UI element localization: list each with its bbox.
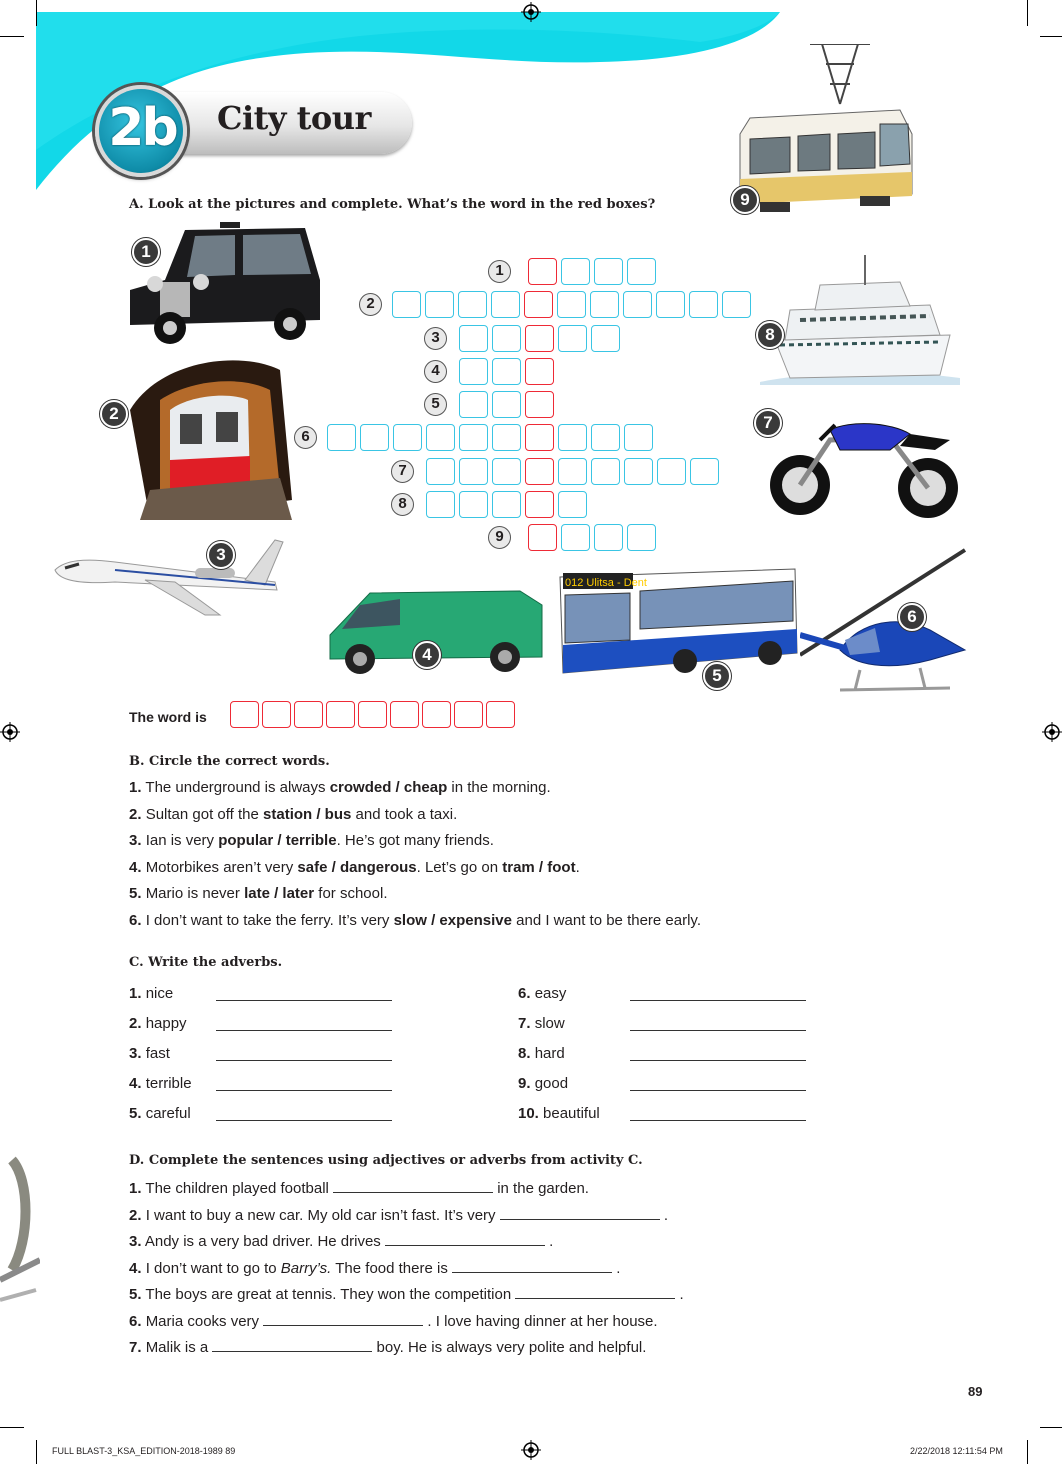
adverb-item	[518, 1045, 565, 1062]
crossword-cell[interactable]	[627, 258, 656, 285]
adverb-item	[129, 1045, 170, 1062]
sentence-text: .	[616, 1259, 621, 1277]
crossword-cell[interactable]	[360, 424, 389, 451]
adverb-item	[518, 1015, 565, 1032]
word-choice[interactable]: popular / terrible	[218, 832, 337, 849]
answer-blank[interactable]	[515, 1287, 675, 1299]
sentence-text: . He’s got many friends.	[336, 832, 494, 849]
picture-number-badge: 3	[207, 541, 235, 569]
sentence-text: . I love having dinner at her house.	[427, 1312, 658, 1330]
sentence-text: .	[679, 1286, 684, 1303]
page-number: 89	[968, 1384, 983, 1399]
crossword-red-cell[interactable]	[528, 258, 557, 285]
crossword-cell[interactable]	[558, 491, 587, 518]
sentence-text: careful	[145, 1105, 191, 1122]
crossword-cell[interactable]	[492, 325, 521, 352]
adverb-item	[129, 985, 173, 1002]
sentence-text: Andy is a very bad driver. He drives	[144, 1233, 381, 1250]
registration-mark-icon	[1042, 722, 1062, 742]
sentence-text: Barry’s.	[280, 1259, 332, 1277]
crossword-cell[interactable]	[557, 291, 586, 318]
sentence-text: Motorbikes aren’t very	[145, 858, 294, 876]
sentence-text: happy	[145, 1015, 187, 1032]
answer-letter-box[interactable]	[390, 701, 419, 728]
crossword-cell[interactable]	[492, 391, 521, 418]
activity-b-item	[129, 912, 701, 929]
crossword-clue-number: 4	[424, 360, 447, 383]
answer-blank[interactable]	[452, 1261, 612, 1273]
crossword-red-cell[interactable]	[525, 424, 554, 451]
picture-number-badge: 1	[132, 238, 160, 266]
crossword-cell[interactable]	[425, 291, 454, 318]
answer-line[interactable]	[216, 1090, 392, 1091]
crossword-cell[interactable]	[327, 424, 356, 451]
answer-line[interactable]	[630, 1090, 806, 1091]
crossword-clue-number: 8	[391, 493, 414, 516]
crossword-cell[interactable]	[426, 424, 455, 451]
crossword-cell[interactable]	[591, 424, 620, 451]
crossword-red-cell[interactable]	[525, 491, 554, 518]
sentence-text: The underground is always	[145, 779, 326, 796]
answer-blank[interactable]	[500, 1208, 660, 1220]
answer-line[interactable]	[630, 1000, 806, 1001]
sentence-text: I want to buy a new car. My old car isn’t fast. It’s very	[145, 1206, 496, 1224]
choice-text: 3.	[129, 1045, 142, 1062]
sentence-text: nice	[145, 985, 174, 1002]
crossword-cell[interactable]	[561, 524, 590, 551]
answer-letter-box[interactable]	[326, 701, 355, 728]
scan-edge-artifact	[0, 1140, 40, 1440]
crossword-cell[interactable]	[459, 358, 488, 385]
word-choice[interactable]: tram / foot	[502, 858, 576, 876]
crossword-cell[interactable]	[722, 291, 751, 318]
activity-d-item	[129, 1180, 589, 1197]
sentence-text: . Let’s go on	[416, 858, 499, 876]
picture-number-badge: 9	[731, 186, 759, 214]
adverb-item	[518, 985, 566, 1002]
choice-text: 5.	[129, 885, 142, 902]
crossword-clue-number: 7	[391, 460, 414, 483]
choice-text: 6.	[129, 911, 142, 929]
crossword-cell[interactable]	[558, 458, 587, 485]
adverb-item	[518, 1075, 568, 1092]
crossword-cell[interactable]	[591, 325, 620, 352]
choice-text: 2.	[129, 1206, 142, 1224]
crossword-cell[interactable]	[492, 358, 521, 385]
crossword-cell[interactable]	[591, 458, 620, 485]
adverb-item	[129, 1105, 191, 1122]
sentence-text: .	[549, 1233, 554, 1250]
choice-text: 1.	[129, 1180, 142, 1197]
crossword-cell[interactable]	[459, 391, 488, 418]
sentence-text: in the garden.	[497, 1180, 589, 1197]
sentence-text: Malik is a	[145, 1339, 209, 1356]
activity-c-instruction: C. Write the adverbs.	[129, 955, 283, 970]
activity-d-item	[129, 1286, 684, 1303]
bus-picture	[555, 565, 800, 680]
answer-blank[interactable]	[263, 1314, 423, 1326]
crop-mark	[1027, 1440, 1028, 1464]
activity-b-item	[129, 859, 580, 876]
answer-line[interactable]	[216, 1030, 392, 1031]
choice-text: 4.	[129, 1259, 142, 1277]
crossword-cell[interactable]	[689, 291, 718, 318]
picture-number-badge: 5	[703, 662, 731, 690]
sentence-text: and took a taxi.	[355, 805, 458, 823]
airplane-picture	[45, 530, 285, 620]
crossword-red-cell[interactable]	[525, 358, 554, 385]
adverb-item	[518, 1105, 600, 1122]
crossword-cell[interactable]	[561, 258, 590, 285]
sentence-text: and I want to be there early.	[516, 911, 701, 929]
activity-b-item	[129, 806, 457, 823]
answer-letter-box[interactable]	[486, 701, 515, 728]
sentence-text: for school.	[318, 885, 388, 902]
sentence-text: easy	[534, 985, 567, 1002]
answer-blank[interactable]	[333, 1181, 493, 1193]
choice-text: 2.	[129, 805, 142, 823]
picture-number-badge: 7	[754, 409, 782, 437]
activity-d-item	[129, 1339, 646, 1356]
sentence-text: boy. He is always very polite and helpful.	[376, 1339, 647, 1356]
ferry-picture	[760, 250, 960, 385]
crop-mark	[1027, 0, 1028, 26]
answer-letter-box[interactable]	[358, 701, 387, 728]
sentence-text: in the morning.	[451, 779, 551, 796]
crop-mark	[1040, 1427, 1062, 1428]
crossword-cell[interactable]	[558, 325, 587, 352]
word-choice[interactable]: station / bus	[263, 805, 352, 823]
sentence-text: Sultan got off the	[145, 805, 259, 823]
registration-mark-icon	[521, 2, 541, 22]
crossword-cell[interactable]	[492, 458, 521, 485]
crossword-cell[interactable]	[491, 291, 520, 318]
crossword-clue-number: 6	[294, 426, 317, 449]
crossword-cell[interactable]	[627, 524, 656, 551]
crossword-clue-number: 9	[488, 526, 511, 549]
crossword-cell[interactable]	[558, 424, 587, 451]
underground-train-picture	[120, 350, 292, 520]
crop-mark	[36, 0, 37, 26]
picture-number-badge: 6	[898, 603, 926, 631]
crossword-cell[interactable]	[492, 424, 521, 451]
picture-number-badge: 2	[100, 400, 128, 428]
word-choice[interactable]: late / later	[244, 885, 315, 902]
answer-letter-box[interactable]	[262, 701, 291, 728]
crossword-red-cell[interactable]	[525, 458, 554, 485]
sentence-text: The food there is	[335, 1259, 448, 1277]
sentence-text: good	[534, 1075, 569, 1092]
crossword-cell[interactable]	[590, 291, 619, 318]
crop-mark	[36, 1440, 37, 1464]
adverb-item	[129, 1075, 192, 1092]
crossword-cell[interactable]	[459, 424, 488, 451]
answer-line[interactable]	[630, 1060, 806, 1061]
sentence-text: fast	[145, 1045, 170, 1062]
sentence-text: hard	[534, 1045, 565, 1062]
choice-text: 10.	[518, 1105, 539, 1122]
sentence-text: Maria cooks very	[145, 1312, 260, 1330]
helicopter-picture	[800, 540, 975, 710]
crossword-clue-number: 5	[424, 393, 447, 416]
crossword-cell[interactable]	[393, 424, 422, 451]
choice-text: 6.	[129, 1312, 142, 1330]
crop-mark	[1040, 36, 1062, 37]
answer-line[interactable]	[630, 1030, 806, 1031]
choice-text: 4.	[129, 858, 142, 876]
picture-number-badge: 8	[756, 321, 784, 349]
sentence-text: The children played football	[145, 1180, 329, 1197]
answer-letter-box[interactable]	[294, 701, 323, 728]
activity-d-item	[129, 1207, 668, 1224]
choice-text: 3.	[129, 832, 142, 849]
crossword-cell[interactable]	[459, 491, 488, 518]
activity-b-item	[129, 832, 494, 849]
choice-text: 7.	[129, 1339, 142, 1356]
answer-letter-box[interactable]	[454, 701, 483, 728]
choice-text: 1.	[129, 985, 142, 1002]
activity-d-item	[129, 1260, 620, 1277]
answer-line[interactable]	[216, 1120, 392, 1121]
crossword-cell[interactable]	[624, 424, 653, 451]
answer-letter-box[interactable]	[422, 701, 451, 728]
choice-text: 8.	[518, 1045, 531, 1062]
choice-text: 2.	[129, 1015, 142, 1032]
choice-text: 6.	[518, 985, 531, 1002]
choice-text: 3.	[129, 1233, 142, 1250]
word-choice[interactable]: crowded / cheap	[329, 779, 448, 796]
choice-text: 4.	[129, 1075, 142, 1092]
activity-b-item	[129, 779, 551, 796]
answer-blank[interactable]	[212, 1340, 372, 1352]
activity-b-instruction: B. Circle the correct words.	[129, 754, 330, 769]
registration-mark-icon	[521, 1440, 541, 1460]
bus-sign-text: 012 Ulitsa - Dent	[565, 577, 647, 589]
choice-text: 7.	[518, 1015, 531, 1032]
sentence-text: Ian is very	[145, 832, 215, 849]
activity-b-item	[129, 885, 387, 902]
sentence-text: .	[575, 858, 580, 876]
crossword-red-cell[interactable]	[524, 291, 553, 318]
crossword-cell[interactable]	[458, 291, 487, 318]
answer-line[interactable]	[216, 1000, 392, 1001]
taxi-picture	[125, 220, 325, 350]
crop-mark	[0, 36, 24, 37]
activity-a-instruction: A. Look at the pictures and complete. What’s the word in the red boxes?	[129, 197, 656, 212]
choice-text: 1.	[129, 779, 142, 796]
crossword-cell[interactable]	[392, 291, 421, 318]
sentence-text: The boys are great at tennis. They won the competition	[145, 1286, 512, 1303]
adverb-item	[129, 1015, 187, 1032]
activity-d-item	[129, 1233, 553, 1250]
sentence-text: slow	[534, 1015, 565, 1032]
crossword-red-cell[interactable]	[528, 524, 557, 551]
crossword-cell[interactable]	[690, 458, 719, 485]
crossword-cell[interactable]	[594, 524, 623, 551]
sentence-text: I don’t want to take the ferry. It’s very	[145, 911, 390, 929]
answer-line[interactable]	[216, 1060, 392, 1061]
sentence-text: beautiful	[543, 1105, 600, 1122]
crossword-red-cell[interactable]	[525, 391, 554, 418]
answer-letter-box[interactable]	[230, 701, 259, 728]
crossword-red-cell[interactable]	[525, 325, 554, 352]
registration-mark-icon	[0, 722, 20, 742]
crossword-cell[interactable]	[624, 458, 653, 485]
activity-d-item	[129, 1313, 658, 1330]
picture-number-badge: 4	[413, 641, 441, 669]
unit-label: 2b	[108, 98, 176, 158]
crossword-cell[interactable]	[492, 491, 521, 518]
sentence-text: .	[663, 1206, 669, 1224]
answer-line[interactable]	[630, 1120, 806, 1121]
activity-d-instruction: D. Complete the sentences using adjectives or adverbs from activity C.	[129, 1153, 643, 1168]
crossword-cell[interactable]	[459, 325, 488, 352]
sentence-text: Mario is never	[145, 885, 240, 902]
page-title: City tour	[217, 99, 371, 137]
answer-word-label: The word is	[129, 709, 207, 725]
crossword-cell[interactable]	[459, 458, 488, 485]
choice-text: 5.	[129, 1286, 142, 1303]
crossword-cell[interactable]	[594, 258, 623, 285]
footer-file-info: FULL BLAST-3_KSA_EDITION-2018-1989 89	[52, 1446, 236, 1456]
word-choice[interactable]: safe / dangerous	[297, 858, 417, 876]
word-choice[interactable]: slow / expensive	[393, 911, 512, 929]
sentence-text: terrible	[145, 1075, 192, 1092]
sentence-text: I don’t want to go to	[145, 1259, 277, 1277]
answer-blank[interactable]	[385, 1234, 545, 1246]
choice-text: 5.	[129, 1105, 142, 1122]
motorbike-picture	[760, 410, 965, 520]
choice-text: 9.	[518, 1075, 531, 1092]
footer-timestamp: 2/22/2018 12:11:54 PM	[910, 1446, 1003, 1456]
crossword-cell[interactable]	[426, 458, 455, 485]
crossword-clue-number: 1	[488, 260, 511, 283]
crossword-cell[interactable]	[656, 291, 685, 318]
crossword-cell[interactable]	[426, 491, 455, 518]
crossword-cell[interactable]	[623, 291, 652, 318]
crossword-clue-number: 3	[424, 327, 447, 350]
crossword-clue-number: 2	[359, 293, 382, 316]
crossword-cell[interactable]	[657, 458, 686, 485]
